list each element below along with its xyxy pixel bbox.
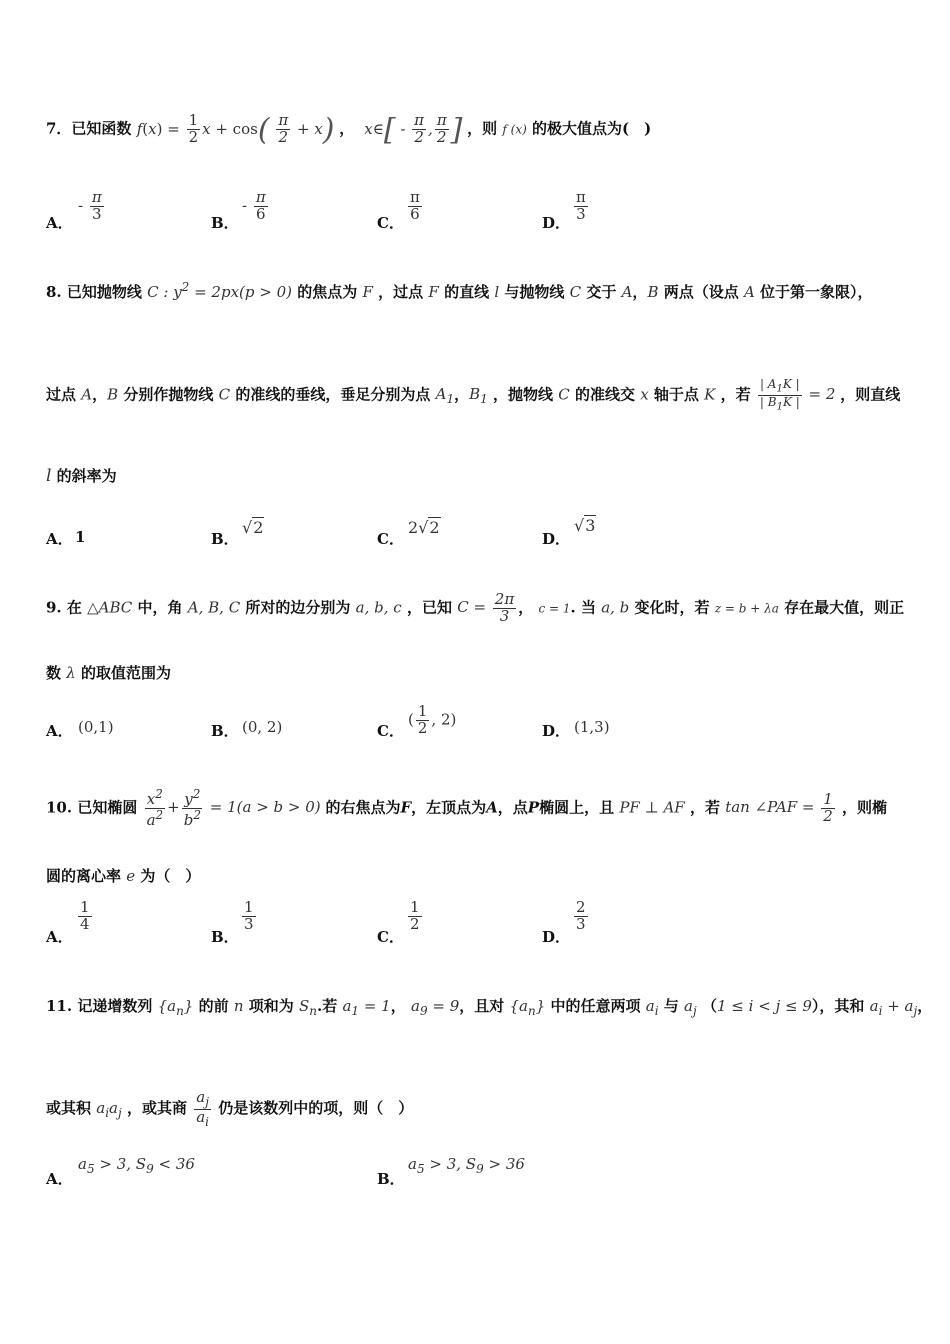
q8-l2: l [46,466,52,486]
question-8-line-1 [46,280,906,302]
q8-text-4: 的直线 [444,283,490,301]
q11-seq: $\{a_n\}$ [157,997,194,1018]
q8-x: x [640,385,649,404]
q9-option-d-label[interactable]: D． [542,722,571,740]
q9-text-2: 中，角 [137,598,183,617]
q8-text-3: ，过点 [378,283,424,301]
q10-option-b-label[interactable]: B． [211,928,239,946]
q8-option-d-label[interactable]: D． [542,530,571,548]
q8-B: B [647,283,659,301]
q10-tan: tan ∠PAF = $\frac{1}{2}$ [725,790,833,825]
q7-option-d-num: π [576,188,586,206]
q8-C2: C [218,385,231,404]
q10-text-1: 10. 已知椭圆 [46,798,138,817]
q11-text-9: （ [701,997,717,1015]
q8-text-12: 分别作抛物线 [123,385,214,404]
q11-sum: $a_i + a_j$ [869,997,918,1018]
q7-option-c-den: 6 [410,204,420,223]
q10-option-a-label[interactable]: A． [46,928,73,946]
question-11-line-1 [46,995,933,1018]
q8-text-7: ， [632,283,648,301]
question-8-line-2 [46,378,906,413]
q11-option-b-value: $a_5 > 3$, $S_9 > 36$ [408,1155,525,1176]
q10-option-d-label[interactable]: D． [542,928,571,946]
q10-text-6: ，若 [689,798,720,817]
q11-text-12: 或其积 [46,1099,92,1118]
q10-text-2: 的右焦点为 [325,798,401,817]
q11-text-6: ，且对 [459,997,505,1015]
q9-text-1: 9. 在 [46,598,82,617]
question-10-line-2 [46,865,906,886]
question-9-line-1 [46,592,906,625]
q11-seq2: $\{a_n\}$ [509,997,546,1018]
q10-text-9: 为（ ） [140,867,201,885]
q11-range: 1 ≤ i < j ≤ 9 [716,997,812,1015]
q7-option-a-value [78,190,106,223]
q8-text-16: 的准线交 [574,385,635,404]
q8-C: C [569,283,582,301]
q11-text-10: ），其和 [811,997,865,1015]
q11-text-1: 11. 记递增数列 [46,997,153,1015]
q10-text-5: 椭圆上，且 [539,798,615,817]
q10-option-b-value [240,900,258,933]
question-10-line-1 [46,788,906,829]
question-8-line-3 [46,465,906,486]
q9-text-5: ， [518,598,534,617]
q8-l: l [494,283,500,301]
q8-text-19: ，则直线 [840,385,901,404]
q10-option-b-den: 3 [244,914,254,933]
q8-text-17: 轴于点 [653,385,699,404]
q7-option-b-den: 6 [256,204,266,223]
q8-option-a-value: 1 [75,528,86,546]
q9-text-9: 数 [46,664,62,682]
q9-text-4: ，已知 [406,598,452,617]
q9-angles: A, B, C [187,598,241,617]
q7-option-d-label[interactable]: D． [542,214,571,232]
q9-text-3: 所对的边分别为 [245,598,351,617]
q11-text-5: ， [390,997,406,1015]
q8-option-c-label[interactable]: C． [377,530,404,548]
q9-lambda: λ [66,664,76,682]
q10-option-a-den: 4 [80,914,90,933]
q11-option-a-label[interactable]: A． [46,1170,73,1188]
q10-text-3: ，左顶点为 [411,798,487,817]
q9-sides: a, b, c [355,598,402,617]
q9-option-b-value: (0, 2) [242,718,283,736]
q11-Sn: $S_n$ [298,997,317,1018]
q9-angle-c: C = $\frac{2\pi}{3}$ [457,590,515,625]
q11-quotient: $\frac{a_j}{a_i}$ [196,1088,210,1129]
q9-option-b-label[interactable]: B． [211,722,239,740]
q8-option-b-radicand: 2 [253,518,264,537]
q8-option-a-label[interactable]: A． [46,530,73,548]
q7-comma: ， [339,119,355,138]
q7-option-c-num: π [410,188,420,206]
q8-option-b-label[interactable]: B． [211,530,239,548]
q8-option-c-radicand: 2 [429,518,440,537]
q10-text-8: 圆的离心率 [46,867,122,885]
q10-perp: PF ⊥ AF [619,798,685,817]
q8-text-6: 交于 [586,283,617,301]
q8-ratio: $\frac{| A_1K |}{| B_1K |}$ = 2 [759,377,836,413]
q8-F2: F [428,283,439,301]
q9-z: z = b + λa [714,601,779,616]
q8-F: F [362,283,373,301]
q10-P: P [527,798,540,817]
q8-text-5: 与抛物线 [504,283,565,301]
q11-text-3: 项和为 [248,997,294,1015]
q10-option-a-value [76,900,94,933]
q11-text-4: .若 [317,997,338,1015]
q9-ab: a, b [601,598,630,617]
q8-text-1: 8. 已知抛物线 [46,283,142,301]
q10-option-c-den: 2 [410,914,420,933]
q7-option-a-num: π [91,188,102,206]
q8-C3: C [558,385,570,404]
q8-text-18: ，若 [720,385,751,404]
q11-option-a-value: $a_5 > 3$, $S_9 < 36$ [78,1155,195,1176]
question-7 [46,112,906,147]
q10-text-4: ，点 [497,798,528,817]
q9-option-c-label[interactable]: C． [377,722,404,740]
q8-option-d-value: √3 [574,516,596,535]
q10-option-b-num: 1 [244,898,254,916]
q7-option-d-den: 3 [576,204,586,223]
q9-option-c-value: ( $\frac{1}{2}$ , 2) [408,702,457,737]
q9-text-10: 的取值范围为 [81,664,172,682]
q7-option-b-value [242,190,270,223]
q11-text-8: 与 [663,997,679,1015]
q9-option-a-value: (0,1) [78,718,114,736]
q7-option-d-value [572,190,590,223]
q7-fx: f (x) [502,122,527,137]
q8-text-11: ， [92,385,108,404]
q9-option-a-label[interactable]: A． [46,722,73,740]
q9-text-7: 变化时，若 [634,598,710,617]
q8-A1: $A_1$ [435,385,455,407]
q7-interval: x∈[ - $\frac{\pi}{2}$ , $\frac{\pi}{2}$ ] [359,111,463,147]
q8-K: K [704,385,716,404]
q9-text-8: 存在最大值，则正 [784,598,905,617]
q8-option-c-value: 2√2 [408,518,440,537]
q7-then: ，则 [467,119,498,138]
q10-option-a-num: 1 [80,898,90,916]
q11-option-b-text: > 3, S [429,1155,477,1173]
q11-text-7: 中的任意两项 [550,997,641,1015]
q10-option-c-value [406,900,424,933]
q11-option-b-label[interactable]: B． [377,1170,405,1188]
q8-A2: A [743,283,755,301]
q11-text-2: 的前 [198,997,229,1015]
q8-text-20: 的斜率为 [56,467,117,485]
q9-triangle: △ABC [87,598,133,617]
q8-text-10: 过点 [46,385,77,404]
q7-option-b-sign: - [242,196,248,215]
q10-option-c-num: 1 [410,898,420,916]
q8-option-d-radicand: 3 [585,516,596,535]
q10-option-d-num: 2 [576,898,586,916]
q9-side-c: c = 1 [538,601,571,616]
q7-option-a-label[interactable]: A． [46,214,73,232]
q9-text-6: . 当 [570,598,596,617]
q10-option-d-den: 3 [576,914,586,933]
q8-text-2: 的焦点为 [297,283,358,301]
q11-text-11: ， [917,997,933,1015]
q7-ask: 的极大值点为( ) [532,119,652,138]
q8-B1: $B_1$ [469,385,488,407]
q11-option-a-text: > 3, S [99,1155,147,1173]
q8-option-b-value: √2 [242,518,264,537]
q7-option-a-den: 3 [92,204,102,223]
q8-text-8: 两点（设点 [663,283,739,301]
q11-product: $a_ia_j$ [96,1099,122,1121]
q11-aj: $a_j$ [684,997,697,1018]
q7-option-a-sign: - [78,196,84,215]
q8-text-14: ， [454,385,470,404]
q11-a9: $a_9 = 9$ [410,997,460,1018]
q9-option-d-value: (1,3) [574,718,610,736]
question-9-line-2 [46,662,906,683]
q11-text-14: 仍是该数列中的项，则（ ） [218,1099,414,1118]
q8-parabola: C : $y^2 = 2px(p > 0)$ [147,280,293,301]
q9-option-c-tail: 2) [440,710,457,729]
q7-option-b-num: π [255,188,266,206]
q10-ellipse: $\frac{x^2}{a^2}$ + $\frac{y^2}{b^2}$ = 1(a > b > 0) [146,787,321,829]
q10-A: A [486,798,498,817]
q8-A: A [621,283,633,301]
q8-B2: B [107,385,119,404]
q10-option-d-value [572,900,590,933]
q10-option-c-label[interactable]: C． [377,928,404,946]
q7-function: f(x) = $\frac{1}{2}$ x + cos( $\frac{\pi}{2}$ + x) [136,111,335,147]
q8-text-9: 位于第一象限）， [760,283,873,301]
q7-stem: 7．已知函数 [46,119,132,138]
question-11-line-2 [46,1090,906,1128]
q8-text-13: 的准线的垂线，垂足分别为点 [235,385,431,404]
q10-text-7: ，则椭 [842,798,888,817]
q7-option-b-label[interactable]: B． [211,214,239,232]
q11-n: n [233,997,244,1015]
q11-a1: $a_1 = 1$ [342,997,391,1018]
q7-option-c-value [406,190,424,223]
q8-A3: A [81,385,93,404]
q11-text-13: ，或其商 [126,1099,187,1118]
q7-option-c-label[interactable]: C． [377,214,404,232]
q10-F: F [400,798,412,817]
q10-e: e [126,867,136,885]
q11-ai: $a_i$ [645,997,659,1018]
q8-text-15: ，抛物线 [493,385,554,404]
